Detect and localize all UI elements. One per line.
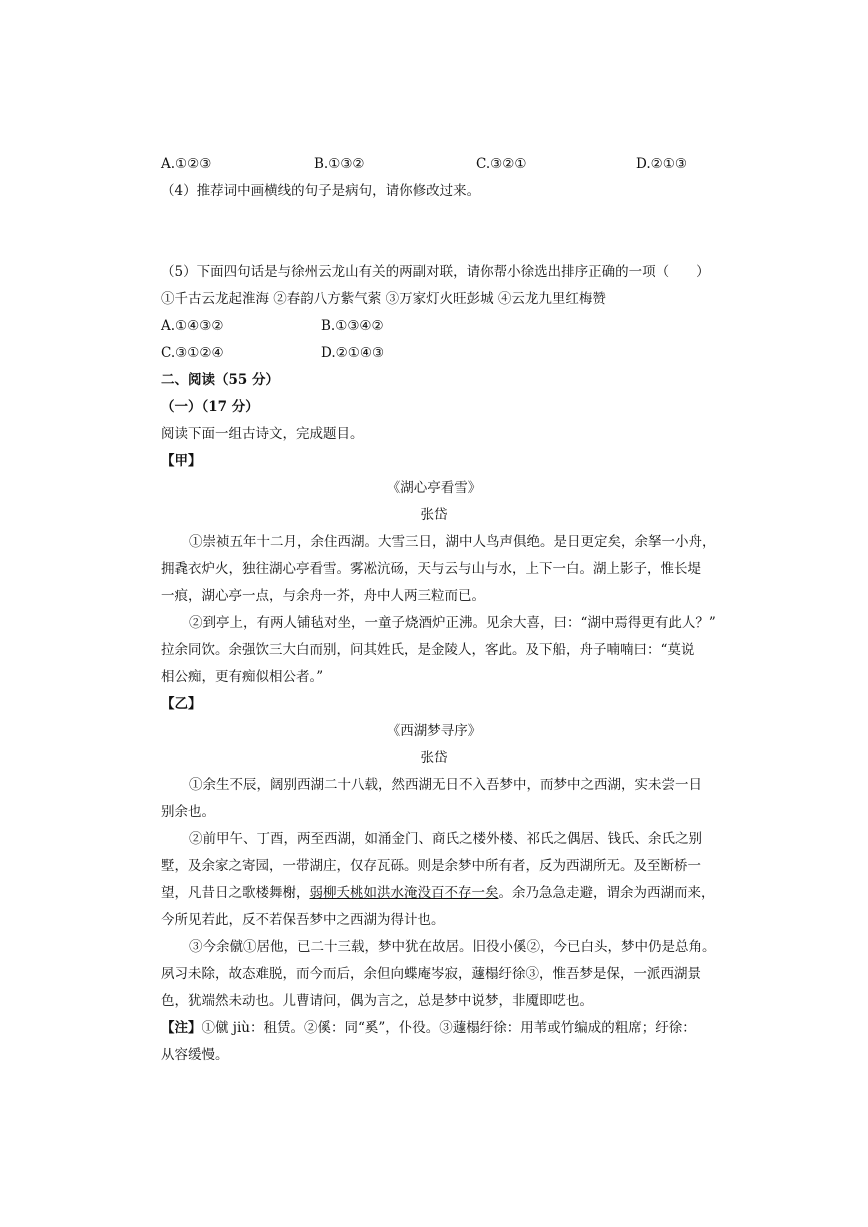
note-line bbox=[161, 1018, 696, 1038]
part-heading: （一）（17 分） bbox=[161, 399, 259, 415]
q5-option-d: D.②①④③ bbox=[321, 345, 385, 361]
yi-line-underlined bbox=[161, 883, 715, 903]
option-a: A.①②③ bbox=[161, 156, 212, 172]
yi-line: ②前甲午、丁酉，两至西湖，如涌金门、商氏之楼外楼、祁氏之偶居、钱氏、余氏之别 bbox=[189, 831, 702, 847]
jia-line: 拉余同饮。余强饮三大白而别，问其姓氏，是金陵人，客此。及下船，舟子喃喃曰：“莫说 bbox=[161, 642, 695, 658]
note-text: ①僦 jiù：租赁。②傒：同“奚”，仆役。③蘧榻纡徐：用苇或竹编成的粗席；纡徐： bbox=[201, 1020, 696, 1036]
section-heading: 二、阅读（55 分） bbox=[161, 372, 279, 388]
note-tag: 【注】 bbox=[161, 1020, 202, 1036]
question-5-stem: （5）下面四句话是与徐州云龙山有关的两副对联，请你帮小徐选出排序正确的一项（ ） bbox=[161, 264, 710, 280]
yi-line: 夙习未除，故态难脱，而今而后，余但向蝶庵岑寂，蘧榻纡徐③，惟吾梦是保，一派西湖景 bbox=[161, 966, 701, 982]
yi-tag: 【乙】 bbox=[161, 696, 202, 712]
yi-author: 张岱 bbox=[420, 750, 448, 766]
q5-option-b: B.①③④② bbox=[321, 318, 384, 334]
jia-line: 相公痴，更有痴似相公者。” bbox=[161, 669, 324, 685]
yi-title: 《西湖梦寻序》 bbox=[386, 723, 482, 739]
question-5-items: ①千古云龙起淮海 ②春韵八方紫气萦 ③万家灯火旺彭城 ④云龙九里红梅赞 bbox=[161, 291, 606, 307]
option-c: C.③②① bbox=[476, 156, 527, 172]
jia-line: ①崇祯五年十二月，余住西湖。大雪三日，湖中人鸟声俱绝。是日更定矣，余拏一小舟， bbox=[189, 534, 716, 550]
option-b: B.①③② bbox=[314, 156, 365, 172]
q5-option-a: A.①④③② bbox=[161, 318, 224, 334]
underlined-sentence: 弱柳夭桃如洪水淹没百不存一矣 bbox=[309, 885, 499, 901]
yi-line-part: 望，凡昔日之歌楼舞榭， bbox=[161, 885, 310, 901]
jia-author: 张岱 bbox=[420, 507, 448, 523]
jia-tag: 【甲】 bbox=[161, 453, 202, 469]
yi-line-part: 。余乃急急走避，谓余为西湖而来， bbox=[498, 885, 715, 901]
option-d: D.②①③ bbox=[636, 156, 687, 172]
question-4: （4）推荐词中画横线的句子是病句，请你修改过来。 bbox=[161, 183, 481, 199]
yi-line: 别余也。 bbox=[161, 804, 215, 820]
yi-line: ③今余僦①居他，已二十三载，梦中犹在故居。旧役小傒②，今已白头，梦中仍是总角。 bbox=[189, 939, 716, 955]
jia-title: 《湖心亭看雪》 bbox=[386, 480, 482, 496]
q5-option-c: C.③①②④ bbox=[161, 345, 224, 361]
jia-line: ②到亭上，有两人铺毡对坐，一童子烧酒炉正沸。见余大喜，曰：“湖中焉得更有此人？” bbox=[189, 615, 716, 631]
note-line: 从容缓慢。 bbox=[161, 1047, 229, 1063]
instruction: 阅读下面一组古诗文，完成题目。 bbox=[161, 426, 364, 442]
yi-line: 色，犹端然未动也。儿曹请问，偶为言之，总是梦中说梦，非魇即呓也。 bbox=[161, 993, 593, 1009]
jia-line: 一痕，湖心亭一点，与余舟一芥，舟中人两三粒而已。 bbox=[161, 588, 485, 604]
jia-line: 拥毳衣炉火，独往湖心亭看雪。雾凇沆砀，天与云与山与水，上下一白。湖上影子，惟长堤 bbox=[161, 561, 701, 577]
yi-line: 今所见若此，反不若保吾梦中之西湖为得计也。 bbox=[161, 912, 445, 928]
yi-line: ①余生不辰，阔别西湖二十八载，然西湖无日不入吾梦中，而梦中之西湖，实未尝一日 bbox=[189, 777, 702, 793]
yi-line: 墅，及余家之寄园，一带湖庄，仅存瓦砾。则是余梦中所有者，反为西湖所无。及至断桥一 bbox=[161, 858, 701, 874]
